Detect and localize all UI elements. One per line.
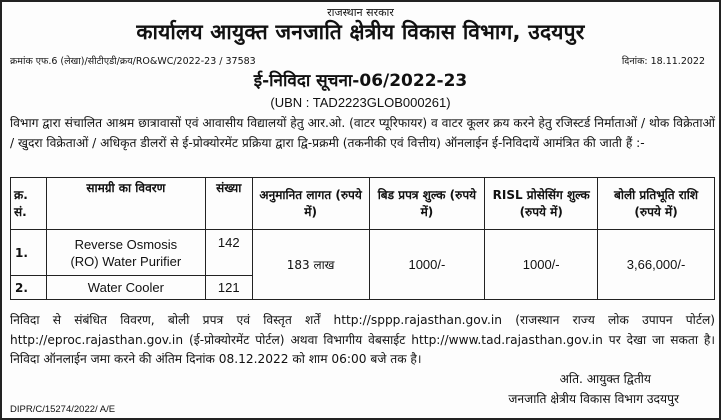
header-sn: क्र. सं. xyxy=(11,178,47,230)
header-bid-fee: बिड प्रपत्र शुल्क (रुपये में) xyxy=(369,178,485,230)
row-item: Reverse Osmosis (RO) Water Purifier xyxy=(46,230,205,276)
table-header-row xyxy=(11,178,715,230)
intro-paragraph: विभाग द्वारा संचालित आश्रम छात्रावासों एवं आवासीय विद्यालयों हेतु आर.ओ. (वाटर प्यूरिफायर) व वाटर कूलर क्रय करने हेतु रजिस्टर्ड निर्माताओं / थोक विक्रेताओं / खुदरा विक्रेताओं / अधिकृत डीलरों से ई-प्रोक्योरमेंट प्रक्रिया द्वारा द्वि-प्रक्रमी (तकनीकी एवं वित्तीय) ऑनलाईन ई-निविदायें आमंत्रित की जाती हैं :- xyxy=(10,116,715,150)
header-qty: संख्या xyxy=(205,178,252,230)
footer-paragraph: निविदा से संबंधित विवरण, बोली प्रपत्र एवं विस्तृत शर्तें http://sppp.rajasthan.gov.in (राजस्थान राज्य लोक उपापन पोर्टल) http://eproc.rajasthan.gov.in (ई-प्रोक्योरमेंट पोर्टल) अथवा विभागीय वेबसाईट http://www.tad.rajasthan.gov.in पर देखा जा सकता है। निविदा ऑनलाईन जमा करने की अंतिम दिनांक 08.12.2022 को शाम 06:00 बजे तक है। xyxy=(10,313,715,366)
merged-security: 3,66,000/- xyxy=(598,230,715,300)
merged-bid-fee: 1000/- xyxy=(369,230,485,300)
notice-date: दिनांक: 18.11.2022 xyxy=(621,56,705,67)
row-sn: 2. xyxy=(11,276,47,300)
government-name: राजस्थान सरकार xyxy=(327,6,394,19)
header-risl-fee: RISL प्रोसेसिंग शुल्क (रुपये में) xyxy=(485,178,598,230)
row-qty: 121 xyxy=(205,276,252,300)
header-item: सामग्री का विवरण xyxy=(46,178,205,230)
tender-table xyxy=(10,177,715,300)
row-sn: 1. xyxy=(11,230,47,276)
row-item: Water Cooler xyxy=(46,276,205,300)
header-cost: अनुमानित लागत (रुपये में) xyxy=(252,178,369,230)
department-title: कार्यालय आयुक्त जनजाति क्षेत्रीय विकास विभाग, उदयपुर xyxy=(136,20,585,44)
signature-designation: अति. आयुक्त द्वितीय xyxy=(559,372,651,386)
signature-department: जनजाति क्षेत्रीय विकास विभाग उदयपुर xyxy=(508,392,679,406)
table-row xyxy=(11,230,715,276)
notice-title: ई-निविदा सूचना-06/2022-23 xyxy=(253,71,468,91)
row-qty: 142 xyxy=(205,230,252,276)
reference-number: क्रमांक एफ.6 (लेखा)/सीटीएडी/क्रय/RO&WC/2022-23 / 37583 xyxy=(10,56,256,67)
ubn-number: (UBN : TAD2223GLOB000261) xyxy=(270,95,451,110)
merged-cost: 183 लाख xyxy=(252,230,369,300)
header-security: बोली प्रतिभूति राशि (रुपये में) xyxy=(598,178,715,230)
dipr-code: DIPR/C/15274/2022/ A/E xyxy=(10,404,116,415)
merged-risl-fee: 1000/- xyxy=(485,230,598,300)
